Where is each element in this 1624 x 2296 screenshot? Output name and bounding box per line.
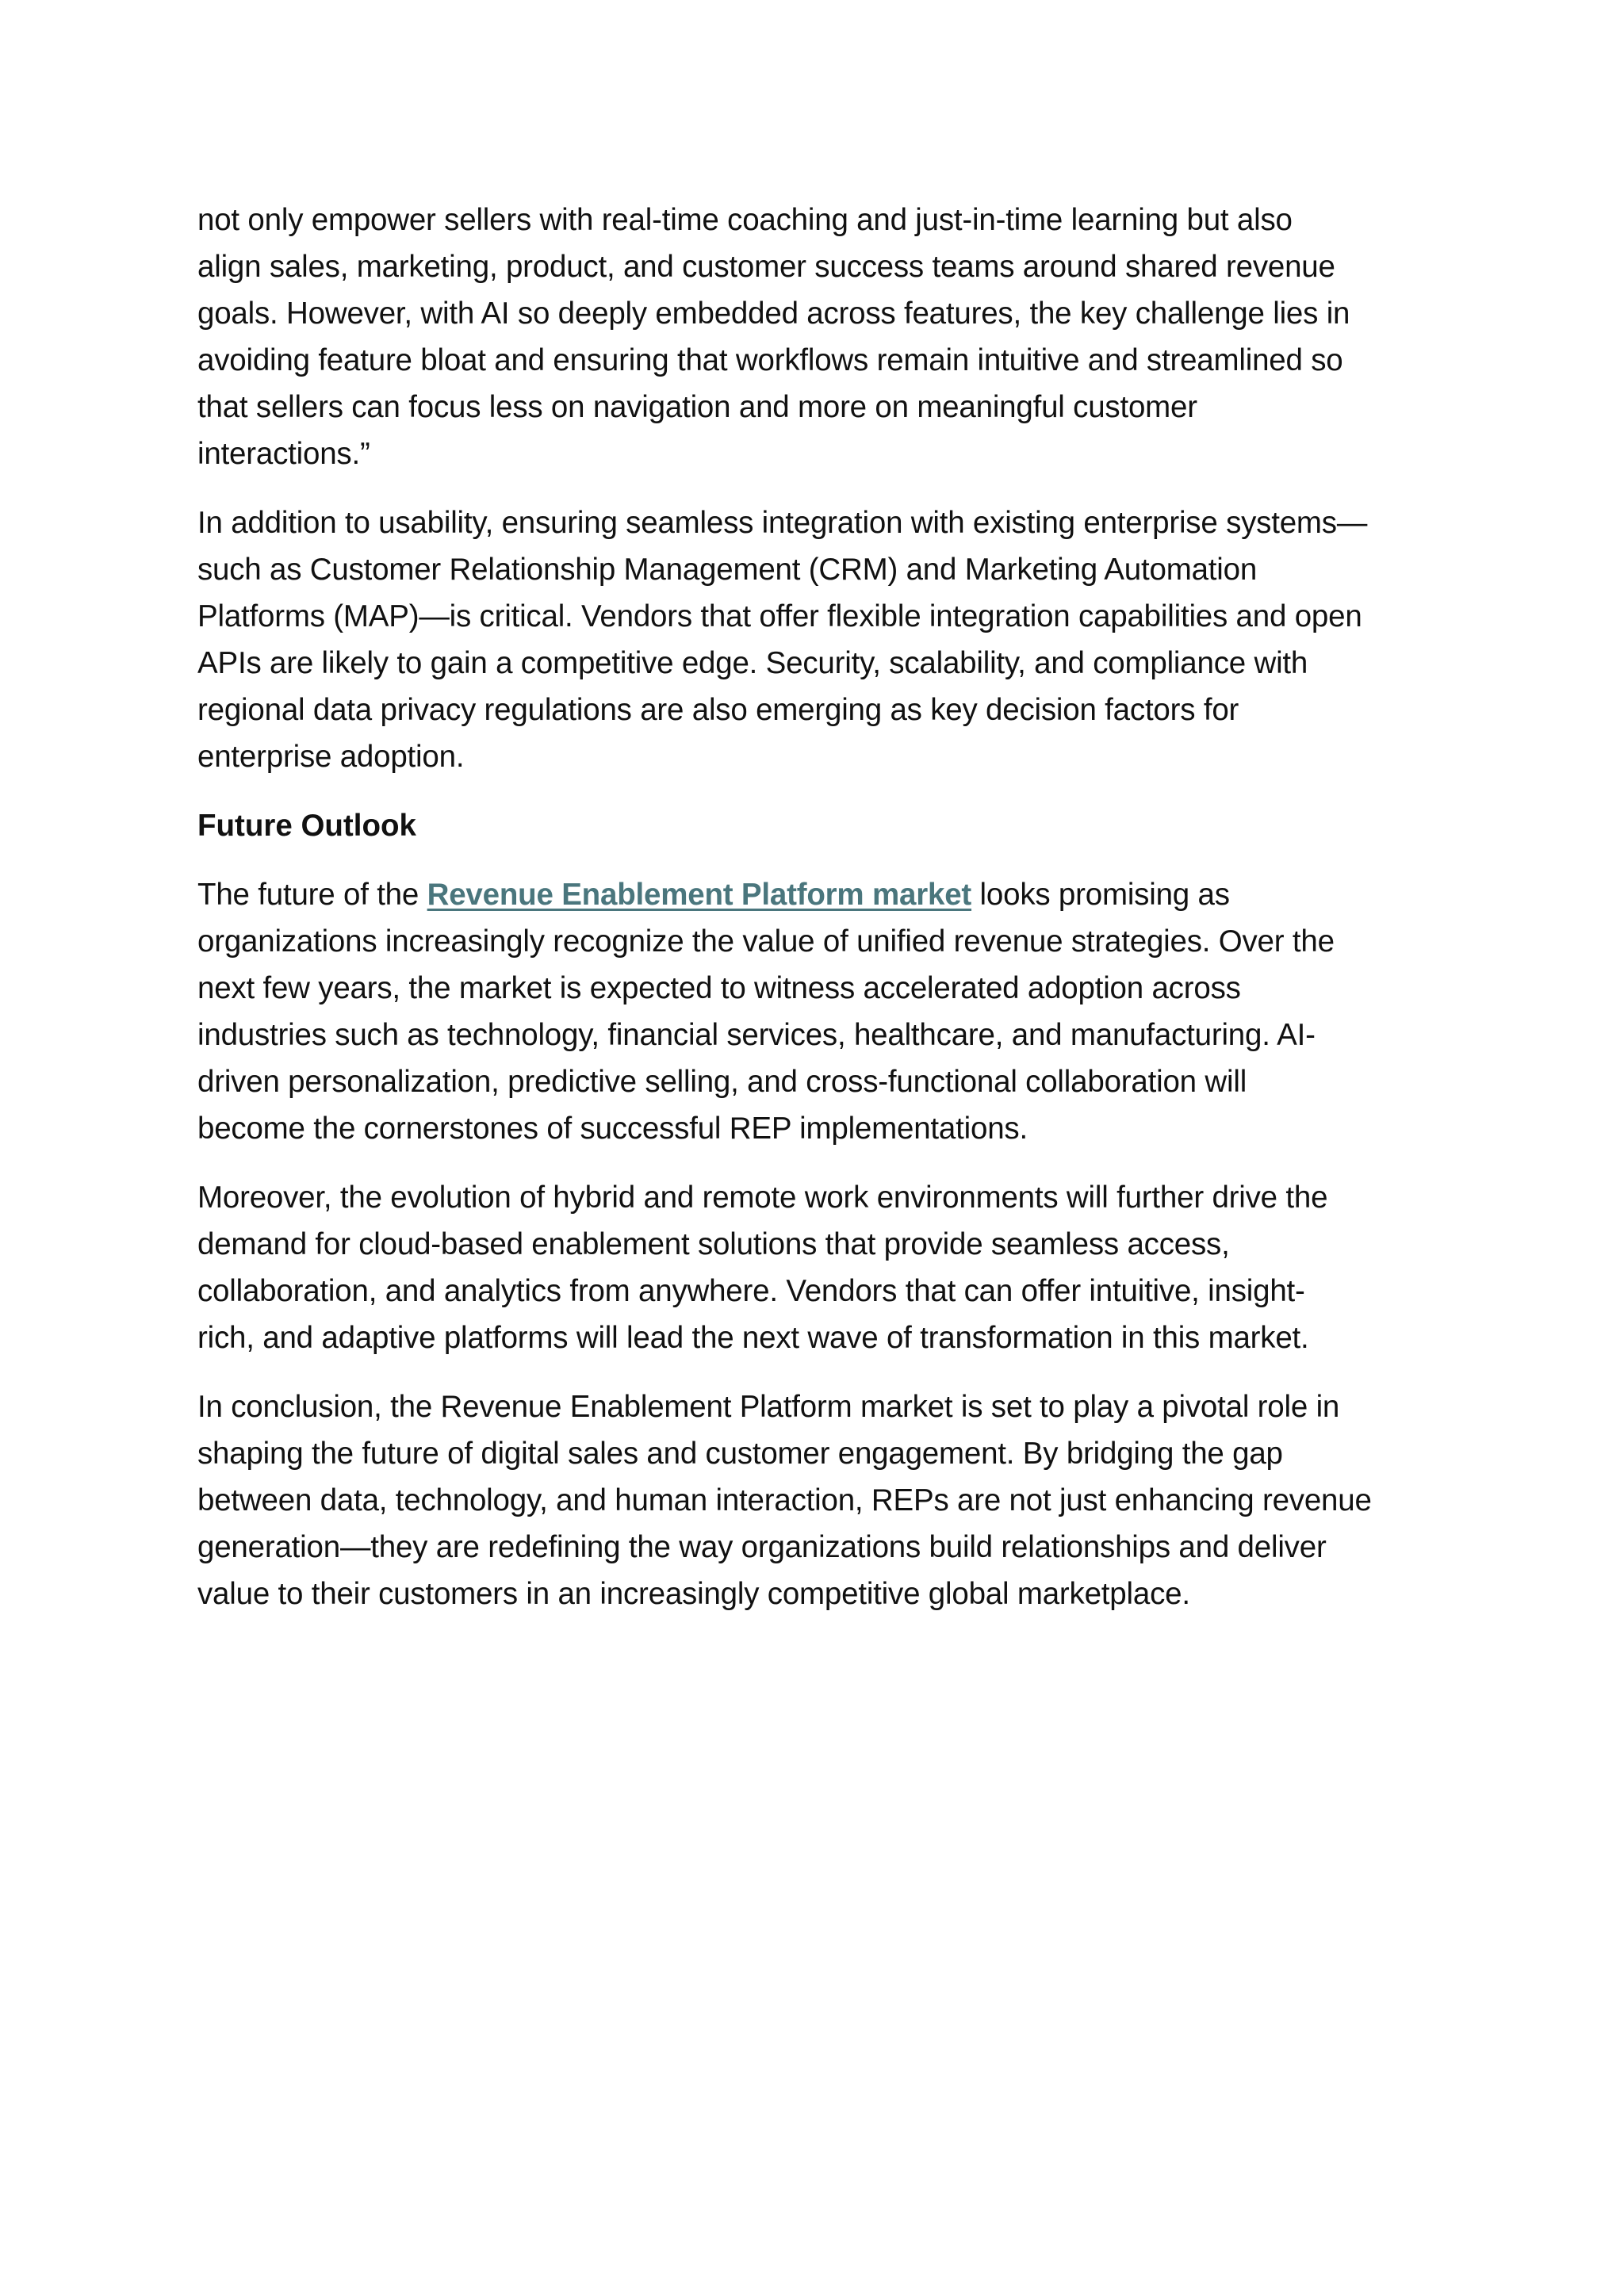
section-heading-future-outlook: Future Outlook <box>197 809 416 843</box>
paragraph-future-outlook-lead: The future of the <box>197 878 427 912</box>
revenue-enablement-platform-market-link[interactable]: Revenue Enablement Platform market <box>427 878 972 912</box>
document-page <box>197 197 1450 1640</box>
paragraph-conclusion: In conclusion, the Revenue Enablement Platform market is set to play a pivotal role in shaping the future of digital sales and customer engagement. By bridging the gap between data, technology, and human interaction, REPs are not just enhancing revenue generation—they are redefining the way organizations build relationships and deliver value to their customers in an increasingly competitive global marketplace. <box>197 1390 1372 1611</box>
paragraph-future-outlook <box>197 871 1450 1152</box>
paragraph-integration: In addition to usability, ensuring seamless integration with existing enterprise systems— such as Customer Relationship Management (CRM) and Marketing Automation Platforms (MAP)—is critical. Vendors that offer flexible integration capabilities and open APIs are likely to gain a competitive edge. Security, scalability, and compliance with regional data privacy regulations are also emerging as key decision factors for enterprise adoption. <box>197 506 1368 774</box>
paragraph-ai-usability: not only empower sellers with real-time coaching and just-in-time learning but also align sales, marketing, product, and customer success teams around shared revenue goals. However, with AI so deeply embedded across features, the key challenge lies in avoiding feature bloat and ensuring that workflows remain intuitive and streamlined so that sellers can focus less on navigation and more on meaningful customer interactions.” <box>197 203 1350 471</box>
paragraph-hybrid-work: Moreover, the evolution of hybrid and remote work environments will further drive the demand for cloud-based enablement solutions that provide seamless access, collaboration, and analytics from anywhere. Vendors that can offer intuitive, insight- rich, and adaptive platforms will lead the next wave of transformation in this market. <box>197 1181 1328 1355</box>
paragraph-future-outlook-rest: looks promising as organizations increasingly recognize the value of unified revenue strategies. Over the next few years, the market is expected to witness accelerated adoption across industries such as technology, financial services, healthcare, and manufacturing. AI- driven personalization, predictive selling, and cross-functional collaboration will become the cornerstones of successful REP implementations. <box>197 878 1335 1146</box>
